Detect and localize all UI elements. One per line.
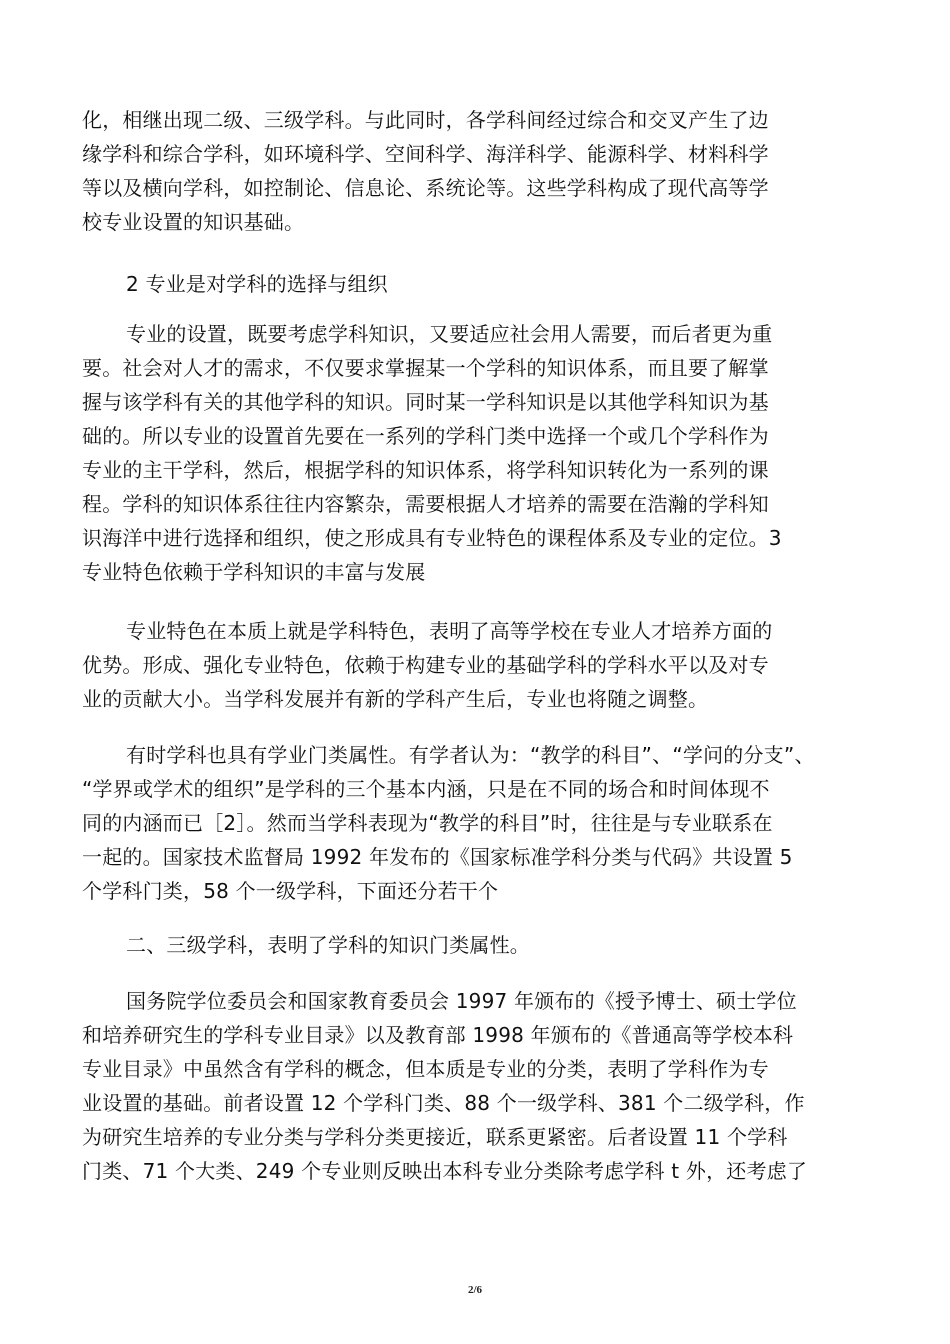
- paragraph-line: 础的。所以专业的设置首先要在一系列的学科门类中选择一个或几个学科作为: [82, 424, 769, 448]
- paragraph-5: [82, 928, 882, 962]
- paragraph-6: [82, 984, 882, 1188]
- paragraph-line: 为研究生培养的专业分类与学科分类更接近，联系更紧密。后者设置 11 个学科: [82, 1125, 788, 1149]
- paragraph-line: 专业特色在本质上就是学科特色，表明了高等学校在专业人才培养方面的: [126, 619, 773, 643]
- paragraph-line: 同的内涵而已［2］。然而当学科表现为“教学的科目”时，往往是与专业联系在: [82, 811, 773, 835]
- paragraph-1: [82, 103, 882, 239]
- paragraph-line: 业设置的基础。前者设置 12 个学科门类、88 个一级学科、381 个二级学科，作: [82, 1091, 805, 1115]
- paragraph-line: 优势。形成、强化专业特色，依赖于构建专业的基础学科的学科水平以及对专: [82, 653, 769, 677]
- paragraph-line: 握与该学科有关的其他学科的知识。同时某一学科知识是以其他学科知识为基: [82, 390, 769, 414]
- paragraph-line: 有时学科也具有学业门类属性。有学者认为：“教学的科目”、“学问的分支”、: [126, 743, 815, 767]
- paragraph-line: 门类、71 个大类、249 个专业则反映出本科专业分类除考虑学科 t 外，还考虑了: [82, 1159, 808, 1183]
- paragraph-line: 校专业设置的知识基础。: [82, 210, 305, 234]
- paragraph-line: 专业的设置，既要考虑学科知识，又要适应社会用人需要，而后者更为重: [126, 322, 773, 346]
- section-heading: [82, 267, 882, 301]
- paragraph-2: [82, 317, 882, 589]
- paragraph-3: [82, 614, 882, 716]
- paragraph-4: [82, 738, 882, 908]
- heading-line: 2 专业是对学科的选择与组织: [126, 272, 388, 296]
- paragraph-line: 国务院学位委员会和国家教育委员会 1997 年颁布的《授予博士、硕士学位: [126, 989, 797, 1013]
- paragraph-line: 业的贡献大小。当学科发展并有新的学科产生后，专业也将随之调整。: [82, 687, 709, 711]
- paragraph-line: 识海洋中进行选择和组织，使之形成具有专业特色的课程体系及专业的定位。3: [82, 526, 782, 550]
- paragraph-line: 二、三级学科，表明了学科的知识门类属性。: [126, 933, 530, 957]
- paragraph-line: 等以及横向学科，如控制论、信息论、系统论等。这些学科构成了现代高等学: [82, 176, 769, 200]
- paragraph-line: 个学科门类，58 个一级学科，下面还分若干个: [82, 879, 499, 903]
- paragraph-line: 专业特色依赖于学科知识的丰富与发展: [82, 560, 426, 584]
- paragraph-line: 缘学科和综合学科，如环境科学、空间科学、海洋科学、能源科学、材料科学: [82, 142, 769, 166]
- paragraph-line: 要。社会对人才的需求，不仅要求掌握某一个学科的知识体系，而且要了解掌: [82, 356, 769, 380]
- paragraph-line: 一起的。国家技术监督局 1992 年发布的《国家标准学科分类与代码》共设置 5: [82, 845, 793, 869]
- paragraph-line: 专业目录》中虽然含有学科的概念，但本质是专业的分类，表明了学科作为专: [82, 1057, 769, 1081]
- paragraph-line: 化，相继出现二级、三级学科。与此同时，各学科间经过综合和交叉产生了边: [82, 108, 769, 132]
- page-number: 2/6: [467, 1284, 483, 1296]
- paragraph-line: 程。学科的知识体系往往内容繁杂，需要根据人才培养的需要在浩瀚的学科知: [82, 492, 769, 516]
- paragraph-line: “学界或学术的组织”是学科的三个基本内涵，只是在不同的场合和时间体现不: [82, 777, 770, 801]
- paragraph-line: 和培养研究生的学科专业目录》以及教育部 1998 年颁布的《普通高等学校本科: [82, 1023, 794, 1047]
- paragraph-line: 专业的主干学科，然后，根据学科的知识体系，将学科知识转化为一系列的课: [82, 458, 769, 482]
